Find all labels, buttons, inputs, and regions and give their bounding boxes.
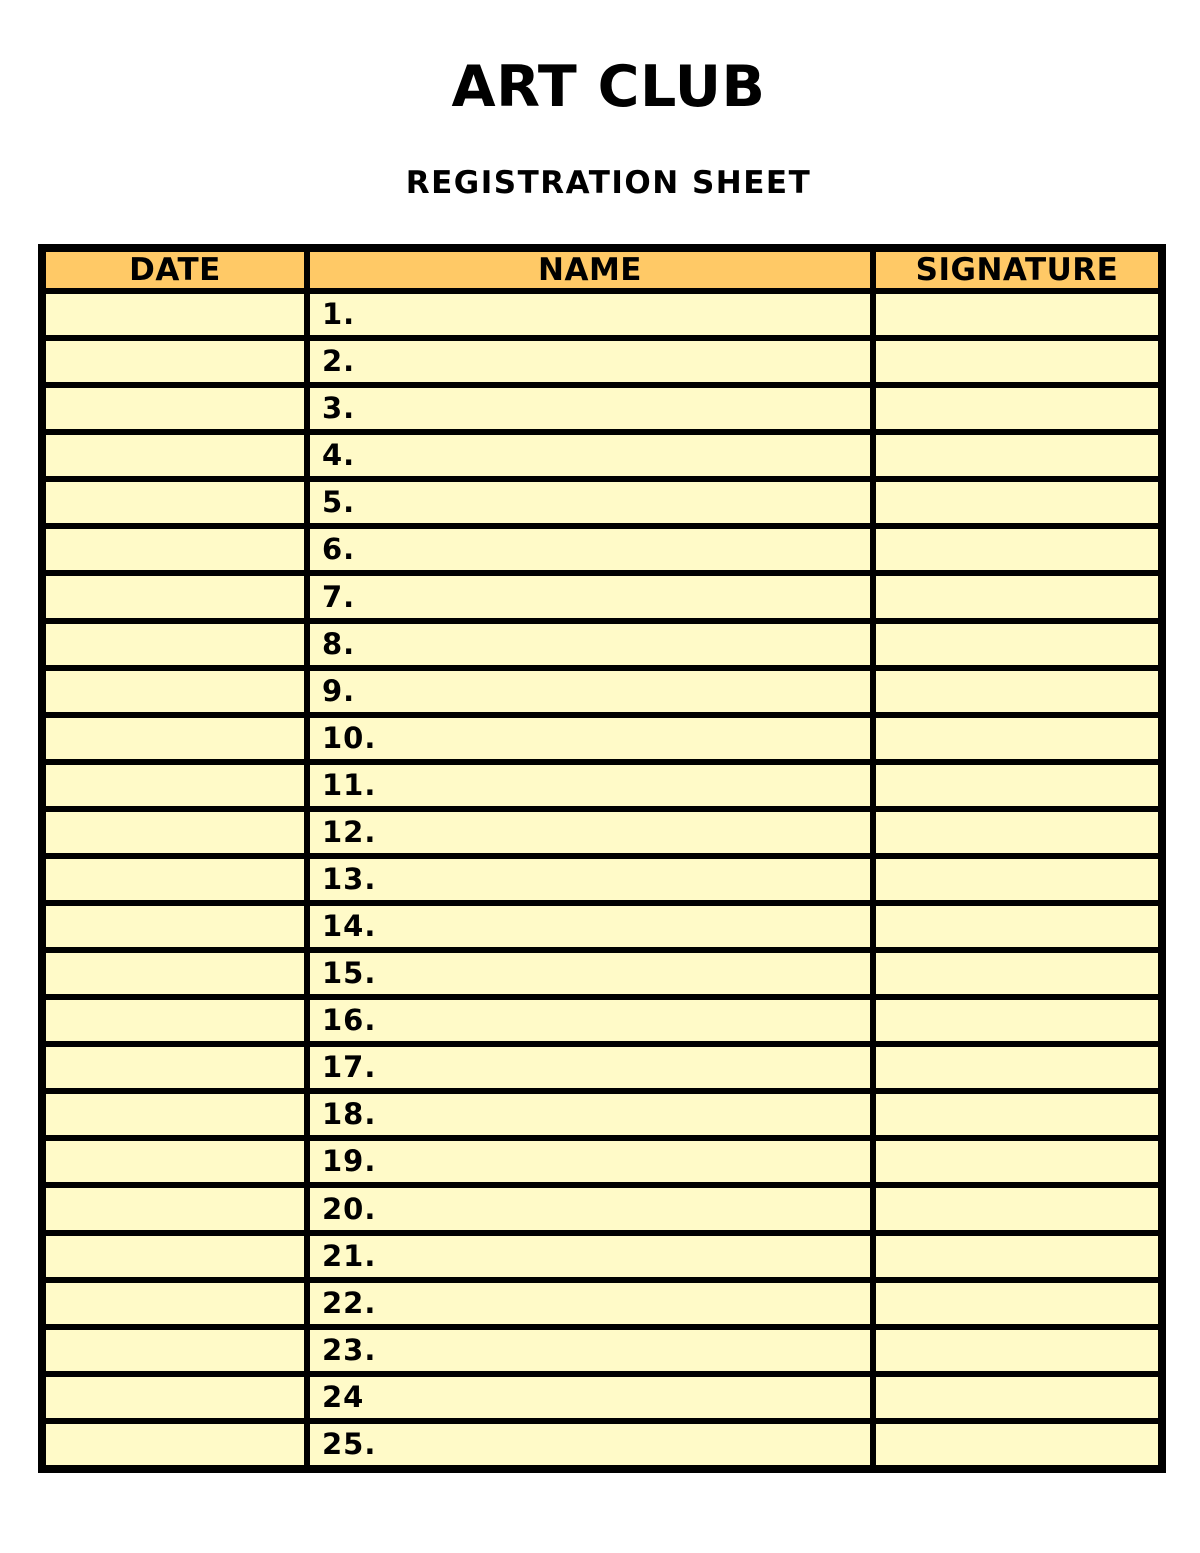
date-cell[interactable]	[46, 1094, 304, 1135]
table-row	[46, 953, 1158, 994]
table-row	[46, 388, 1158, 429]
name-cell[interactable]: 6.	[310, 529, 870, 570]
date-cell[interactable]	[46, 1283, 304, 1324]
header-signature: SIGNATURE	[876, 252, 1158, 288]
signature-cell[interactable]	[876, 435, 1158, 476]
signature-cell[interactable]	[876, 294, 1158, 335]
name-cell[interactable]: 11.	[310, 765, 870, 806]
table-row	[46, 718, 1158, 759]
table-row	[46, 1000, 1158, 1041]
table-row	[46, 294, 1158, 335]
signature-cell[interactable]	[876, 1424, 1158, 1465]
name-cell[interactable]: 16.	[310, 1000, 870, 1041]
date-cell[interactable]	[46, 482, 304, 523]
name-cell[interactable]: 25.	[310, 1424, 870, 1465]
date-cell[interactable]	[46, 1188, 304, 1229]
table-row	[46, 1188, 1158, 1229]
name-cell[interactable]: 22.	[310, 1283, 870, 1324]
signature-cell[interactable]	[876, 576, 1158, 617]
signature-cell[interactable]	[876, 388, 1158, 429]
name-cell[interactable]: 23.	[310, 1330, 870, 1371]
table-row	[46, 671, 1158, 712]
name-cell[interactable]: 15.	[310, 953, 870, 994]
table-row	[46, 1330, 1158, 1371]
table-row	[46, 482, 1158, 523]
name-cell[interactable]: 17.	[310, 1047, 870, 1088]
table-row	[46, 529, 1158, 570]
date-cell[interactable]	[46, 388, 304, 429]
table-row	[46, 812, 1158, 853]
date-cell[interactable]	[46, 294, 304, 335]
signature-cell[interactable]	[876, 1047, 1158, 1088]
signature-cell[interactable]	[876, 624, 1158, 665]
date-cell[interactable]	[46, 1424, 304, 1465]
name-cell[interactable]: 8.	[310, 624, 870, 665]
signature-cell[interactable]	[876, 1283, 1158, 1324]
signature-cell[interactable]	[876, 718, 1158, 759]
date-cell[interactable]	[46, 953, 304, 994]
signature-cell[interactable]	[876, 671, 1158, 712]
name-cell[interactable]: 13.	[310, 859, 870, 900]
name-cell[interactable]: 19.	[310, 1141, 870, 1182]
date-cell[interactable]	[46, 765, 304, 806]
date-cell[interactable]	[46, 1330, 304, 1371]
date-cell[interactable]	[46, 435, 304, 476]
name-cell[interactable]: 1.	[310, 294, 870, 335]
name-cell[interactable]: 24	[310, 1377, 870, 1418]
document-title: ART CLUB	[451, 54, 766, 120]
table-body	[46, 294, 1158, 1465]
name-cell[interactable]: 12.	[310, 812, 870, 853]
name-cell[interactable]: 21.	[310, 1236, 870, 1277]
signature-cell[interactable]	[876, 1330, 1158, 1371]
table-row	[46, 1377, 1158, 1418]
name-cell[interactable]: 18.	[310, 1094, 870, 1135]
document-subtitle: REGISTRATION SHEET	[405, 165, 812, 201]
signature-cell[interactable]	[876, 765, 1158, 806]
registration-table-frame	[38, 244, 1166, 1473]
name-cell[interactable]: 9.	[310, 671, 870, 712]
date-cell[interactable]	[46, 576, 304, 617]
name-cell[interactable]: 5.	[310, 482, 870, 523]
signature-cell[interactable]	[876, 906, 1158, 947]
date-cell[interactable]	[46, 624, 304, 665]
date-cell[interactable]	[46, 1047, 304, 1088]
signature-cell[interactable]	[876, 953, 1158, 994]
signature-cell[interactable]	[876, 1141, 1158, 1182]
table-row	[46, 1094, 1158, 1135]
table-row	[46, 765, 1158, 806]
signature-cell[interactable]	[876, 1377, 1158, 1418]
signature-cell[interactable]	[876, 1000, 1158, 1041]
signature-cell[interactable]	[876, 859, 1158, 900]
registration-table	[40, 246, 1164, 1471]
table-row	[46, 1283, 1158, 1324]
signature-cell[interactable]	[876, 812, 1158, 853]
table-row	[46, 341, 1158, 382]
date-cell[interactable]	[46, 671, 304, 712]
table-row	[46, 624, 1158, 665]
date-cell[interactable]	[46, 859, 304, 900]
table-row	[46, 435, 1158, 476]
table-row	[46, 1141, 1158, 1182]
signature-cell[interactable]	[876, 1236, 1158, 1277]
table-row	[46, 1424, 1158, 1465]
name-cell[interactable]: 4.	[310, 435, 870, 476]
signature-cell[interactable]	[876, 341, 1158, 382]
date-cell[interactable]	[46, 812, 304, 853]
name-cell[interactable]: 2.	[310, 341, 870, 382]
name-cell[interactable]: 14.	[310, 906, 870, 947]
date-cell[interactable]	[46, 341, 304, 382]
date-cell[interactable]	[46, 1141, 304, 1182]
table-row	[46, 576, 1158, 617]
name-cell[interactable]: 7.	[310, 576, 870, 617]
header-row	[46, 252, 1158, 288]
signature-cell[interactable]	[876, 482, 1158, 523]
table-row	[46, 1236, 1158, 1277]
name-cell[interactable]: 10.	[310, 718, 870, 759]
signature-cell[interactable]	[876, 529, 1158, 570]
table-row	[46, 906, 1158, 947]
date-cell[interactable]	[46, 1000, 304, 1041]
name-cell[interactable]: 3.	[310, 388, 870, 429]
date-cell[interactable]	[46, 529, 304, 570]
date-cell[interactable]	[46, 718, 304, 759]
name-cell[interactable]: 20.	[310, 1188, 870, 1229]
date-cell[interactable]	[46, 906, 304, 947]
signature-cell[interactable]	[876, 1094, 1158, 1135]
date-cell[interactable]	[46, 1377, 304, 1418]
table-row	[46, 859, 1158, 900]
date-cell[interactable]	[46, 1236, 304, 1277]
header-date: DATE	[46, 252, 304, 288]
header-name: NAME	[310, 252, 870, 288]
table-row	[46, 1047, 1158, 1088]
signature-cell[interactable]	[876, 1188, 1158, 1229]
